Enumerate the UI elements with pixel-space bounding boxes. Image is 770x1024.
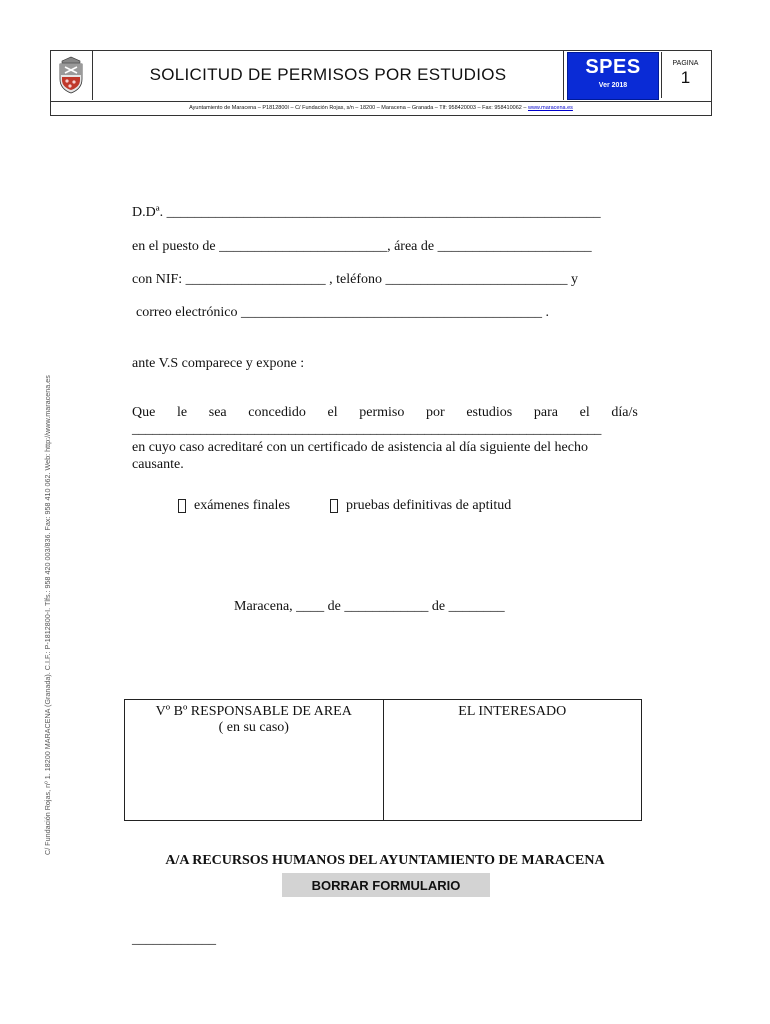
page-indicator [661, 52, 709, 98]
spes-badge-version: Ver 2018 [598, 82, 628, 89]
signature-cell-manager[interactable] [125, 700, 383, 820]
statement-text: ante V.S comparece y expone : [132, 356, 305, 371]
spes-badge [567, 52, 659, 100]
request-word: el [327, 405, 338, 420]
contact-text: Ayuntamiento de Maracena – P1812800I – C/ Fundación Rojas, s/n – 18200 – Maracena – Granada – Tlf: 958420003 – Fax: 958410062 – [189, 105, 528, 111]
checkbox-final-exams-label: exámenes finales [194, 498, 291, 513]
request-word: permiso [359, 405, 405, 420]
form-title-cell [93, 50, 564, 100]
logo [50, 50, 93, 100]
email-field-line[interactable]: correo electrónico ___________________________________________ . [136, 305, 549, 320]
request-word: por [426, 405, 445, 420]
certificate-text-cont: causante. [132, 457, 184, 472]
position-area-field-line[interactable]: en el puesto de ________________________, área de ______________________ [132, 239, 592, 254]
signature-manager-subtitle: ( en su caso) [218, 720, 289, 735]
signature-manager-title: Vº Bº RESPONSABLE DE AREA [155, 704, 352, 719]
date-field-line[interactable]: Maracena, ____ de ____________ de ________ [234, 599, 505, 614]
checkbox-aptitude-tests[interactable] [330, 498, 511, 514]
request-word: día/s [611, 405, 638, 420]
request-word: estudios [466, 405, 513, 420]
page-label: PAGINA [672, 60, 699, 67]
request-word: concedido [248, 405, 306, 420]
checkbox-icon[interactable] [330, 499, 338, 513]
signature-applicant-title: EL INTERESADO [458, 704, 567, 719]
nif-phone-field-line[interactable]: con NIF: ____________________ , teléfono __________________________ y [132, 272, 579, 287]
certificate-text: en cuyo caso acreditaré con un certificado de asistencia al día siguiente del hecho [132, 440, 588, 455]
request-sentence [132, 405, 638, 421]
contact-strip [50, 101, 712, 116]
checkbox-icon[interactable] [178, 499, 186, 513]
side-address-text: C/ Fundación Rojas, nº 1. 18200 MARACENA (Granada). C.I.F.: P-1812800-I. Tlfs.: 958 420 003/836. Fax: 958 410 062. Web: http://www.maracena.es [43, 375, 52, 855]
request-word: sea [208, 405, 227, 420]
website-link[interactable]: www.maracena.es [527, 105, 573, 111]
checkbox-final-exams[interactable] [178, 498, 290, 514]
clear-form-button[interactable]: BORRAR FORMULARIO [282, 873, 490, 897]
signature-table [124, 699, 642, 821]
name-field-line[interactable]: D.Dª. ______________________________________________________________ [132, 205, 601, 220]
request-word: Que [132, 405, 156, 420]
bottom-underline: ____________ [132, 932, 216, 947]
signature-cell-applicant[interactable] [383, 700, 642, 820]
spes-badge-title: SPES [585, 56, 641, 78]
addressee-title: A/A RECURSOS HUMANOS DEL AYUNTAMIENTO DE MARACENA [165, 853, 605, 868]
page-number: 1 [680, 68, 691, 87]
dates-field-line[interactable]: _____________________________________________________________________ [132, 422, 602, 437]
request-word: le [176, 405, 188, 420]
coat-of-arms-icon [56, 55, 86, 95]
checkbox-aptitude-tests-label: pruebas definitivas de aptitud [346, 498, 512, 513]
form-title: SOLICITUD DE PERMISOS POR ESTUDIOS [149, 65, 507, 84]
request-word: para [533, 405, 558, 420]
request-word: el [579, 405, 590, 420]
